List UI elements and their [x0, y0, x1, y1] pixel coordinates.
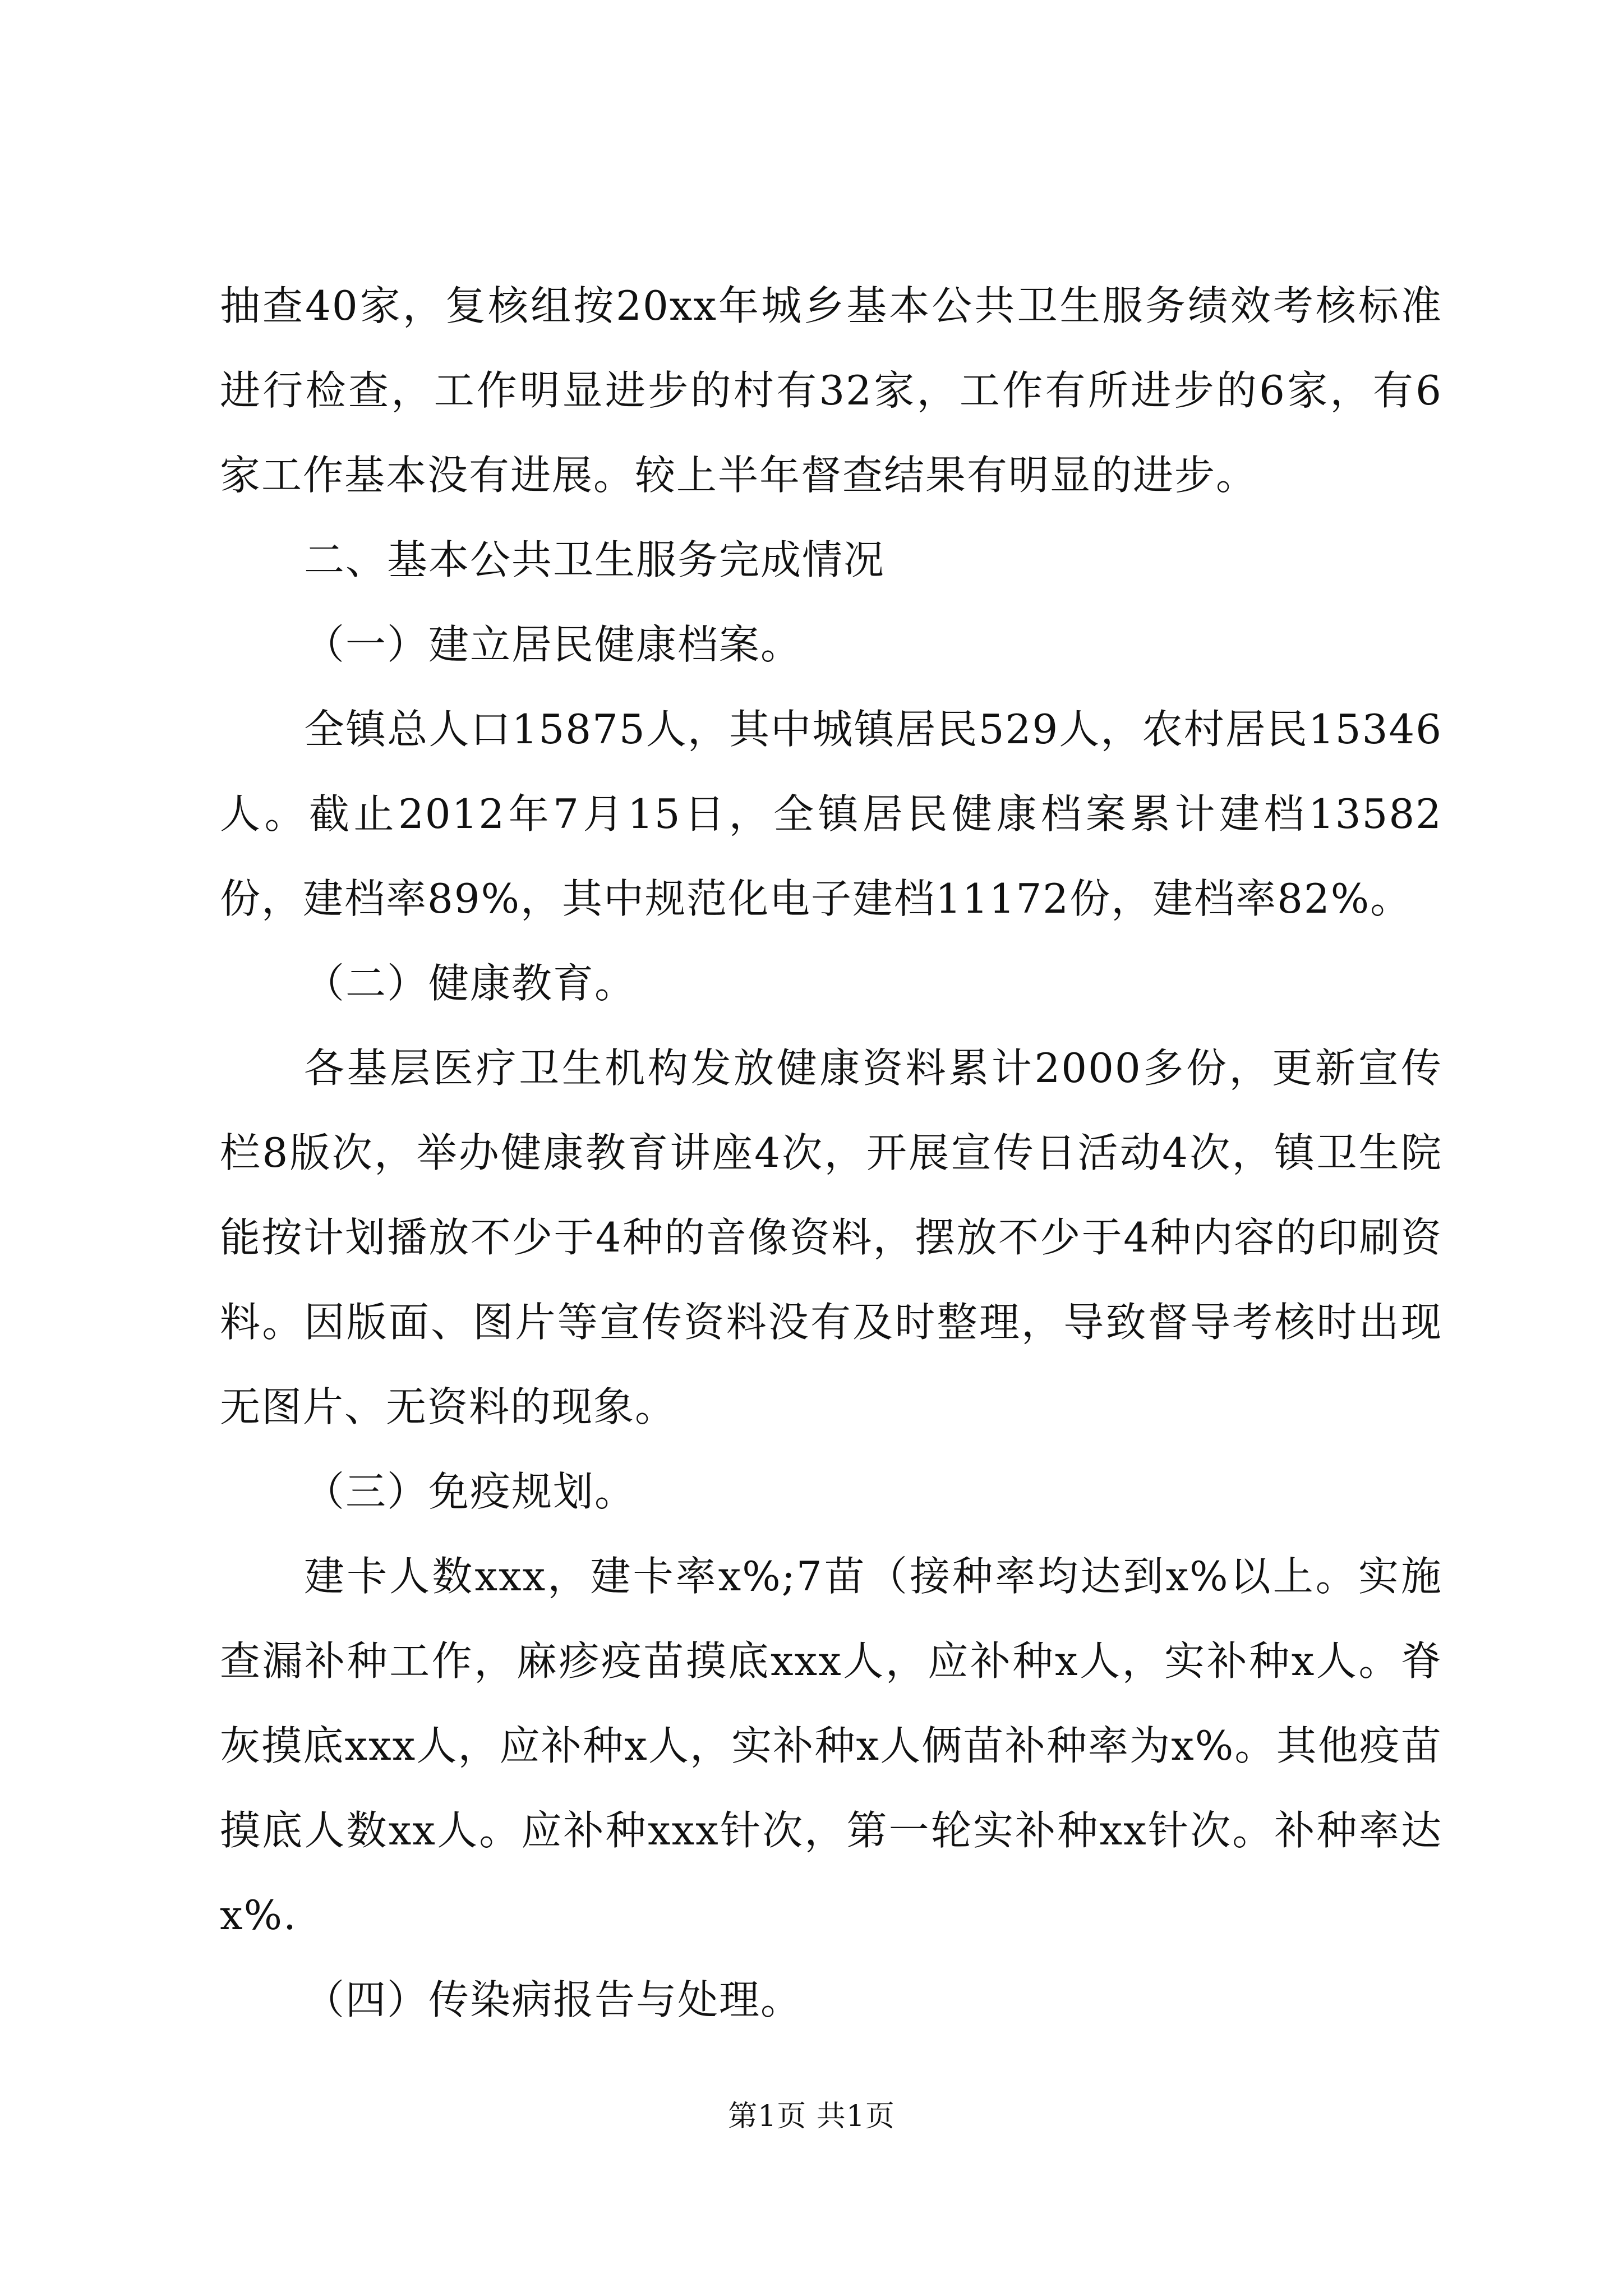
paragraph-health-education: 各基层医疗卫生机构发放健康资料累计2000多份，更新宣传栏8版次，举办健康教育讲座4次，开展宣传日活动4次，镇卫生院能按计划播放不少于4种的音像资料，摆放不少于4种内容的印刷资料。因版面、图片等宣传资料没有及时整理，导致督导考核时出现无图片、无资料的现象。 [220, 1045, 1442, 1430]
document-body [220, 264, 1442, 2042]
paragraph-health-records: 全镇总人口15875人，其中城镇居民529人，农村居民15346人。截止2012年7月15日，全镇居民健康档案累计建档13582份，建档率89%，其中规范化电子建档11172份，建档率82%。 [220, 706, 1442, 922]
subheading-infectious-disease: （四）传染病报告与处理。 [304, 1976, 803, 2023]
paragraph-continuation: 抽查40家，复核组按20xx年城乡基本公共卫生服务绩效考核标准进行检查，工作明显进步的村有32家，工作有所进步的6家，有6家工作基本没有进展。较上半年督查结果有明显的进步。 [220, 282, 1442, 499]
paragraph-immunization: 建卡人数xxx，建卡率x%;7苗（接种率均达到x%以上。实施查漏补种工作，麻疹疫苗摸底xxx人，应补种x人，实补种x人。脊灰摸底xxx人，应补种x人，实补种x人俩苗补种率为x%。其他疫苗摸底人数xx人。应补种xxx针次，第一轮实补种xx针次。补种率达x%. [220, 1553, 1442, 1939]
subheading-health-records: （一）建立居民健康档案。 [304, 621, 803, 668]
subheading-health-education: （二）健康教育。 [304, 960, 637, 1007]
section-heading-basic-public-health: 二、基本公共卫生服务完成情况 [304, 536, 886, 583]
page-footer: 第1页 共1页 [728, 2100, 895, 2133]
subheading-immunization: （三）免疫规划。 [304, 1468, 637, 1515]
